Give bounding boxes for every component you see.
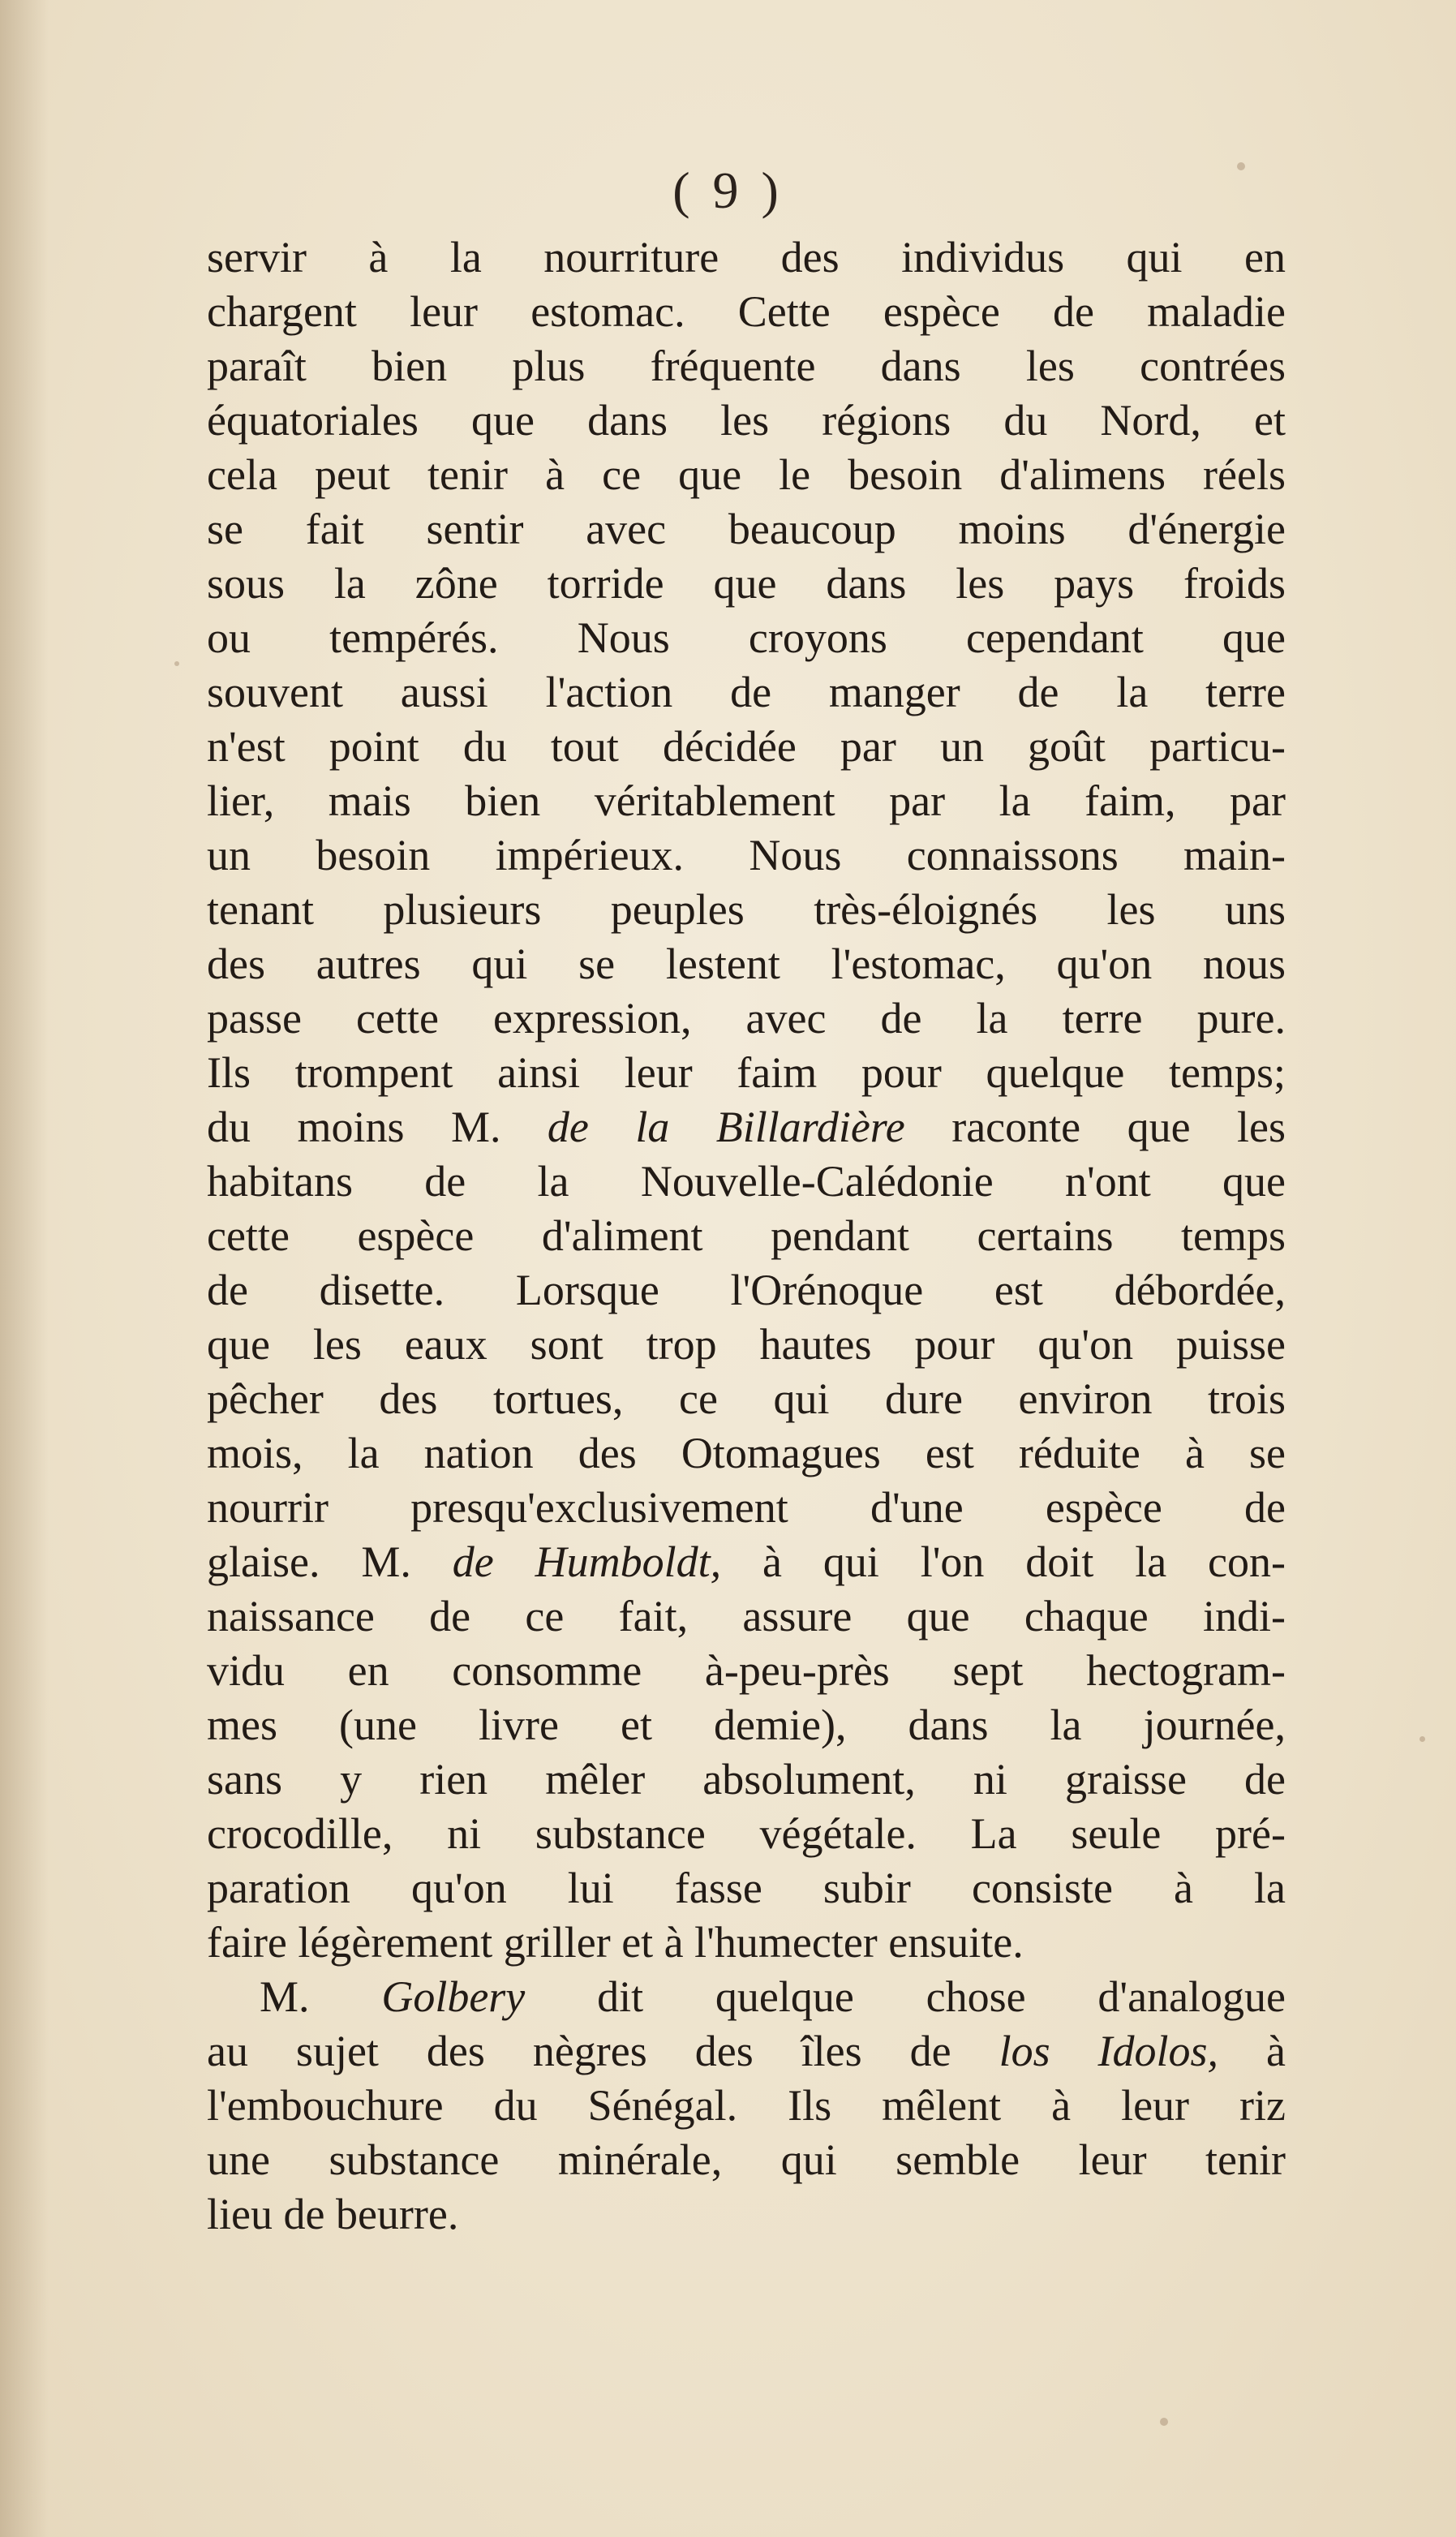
text-line: des autres qui se lestent l'estomac, qu'on nous	[207, 940, 1286, 988]
text-line: Ils trompent ainsi leur faim pour quelque temps;	[207, 1048, 1286, 1097]
text-line: équatoriales que dans les régions du Nord, et	[207, 396, 1286, 445]
italic-name-humboldt: de Humboldt,	[452, 1537, 722, 1586]
text-line-tail: raconte que les	[904, 1103, 1286, 1151]
body-text	[207, 230, 1286, 2242]
text-line: que les eaux sont trop hautes pour qu'on puisse	[207, 1320, 1286, 1369]
italic-place-los-idolos: los Idolos,	[999, 2027, 1219, 2075]
paper-speck	[1419, 1736, 1425, 1742]
text-line: vidu en consomme à-peu-près sept hectogram-	[207, 1646, 1286, 1695]
text-line: cela peut tenir à ce que le besoin d'alimens réels	[207, 450, 1286, 499]
text-line: naissance de ce fait, assure que chaque indi-	[207, 1592, 1286, 1640]
text-line: paraît bien plus fréquente dans les contrées	[207, 342, 1286, 390]
text-line: faire légèrement griller et à l'humecter ensuite.	[207, 1918, 1024, 1967]
italic-name-golbery: Golbery	[381, 1972, 526, 2021]
text-line: l'embouchure du Sénégal. Ils mêlent à leur riz	[207, 2081, 1286, 2130]
text-line-lead: au sujet des nègres des îles de	[207, 2027, 999, 2075]
text-line: sous la zône torride que dans les pays froids	[207, 559, 1286, 608]
text-line: mois, la nation des Otomagues est réduite à se	[207, 1429, 1286, 1477]
text-line: lieu de beurre.	[207, 2190, 459, 2238]
text-line-paragraph-start	[207, 1970, 1286, 2024]
paper-speck	[1237, 162, 1245, 170]
text-line-tail: à qui l'on doit la con-	[721, 1537, 1286, 1586]
page-number: ( 9 )	[672, 161, 784, 219]
text-line	[207, 1535, 1286, 1589]
text-line: mes (une livre et demie), dans la journée,	[207, 1701, 1286, 1749]
text-line	[207, 1100, 1286, 1155]
text-line: crocodille, ni substance végétale. La seule pré-	[207, 1809, 1286, 1858]
text-line: servir à la nourriture des individus qui en	[207, 233, 1286, 282]
text-line-tail: dit quelque chose d'analogue	[525, 1972, 1286, 2021]
text-line: se fait sentir avec beaucoup moins d'énergie	[207, 505, 1286, 553]
text-line: n'est point du tout décidée par un goût particu-	[207, 722, 1286, 771]
text-line: de disette. Lorsque l'Orénoque est débordée,	[207, 1266, 1286, 1314]
italic-name-billardiere: de la Billardière	[547, 1103, 905, 1151]
text-line: cette espèce d'aliment pendant certains temps	[207, 1211, 1286, 1260]
text-line-lead: glaise. M.	[207, 1537, 453, 1586]
text-line: lier, mais bien véritablement par la faim, par	[207, 776, 1286, 825]
paper-speck	[174, 661, 179, 666]
paper-speck	[1160, 2418, 1168, 2426]
text-line: pêcher des tortues, ce qui dure environ trois	[207, 1374, 1286, 1423]
text-line: passe cette expression, avec de la terre pure.	[207, 994, 1286, 1043]
page-gutter-shadow	[0, 0, 49, 2537]
text-line: un besoin impérieux. Nous connaissons main-	[207, 831, 1286, 879]
text-line: paration qu'on lui fasse subir consiste à la	[207, 1864, 1286, 1912]
text-line: sans y rien mêler absolument, ni graisse de	[207, 1755, 1286, 1804]
text-line: ou tempérés. Nous croyons cependant que	[207, 613, 1286, 662]
text-line-lead: du moins M.	[207, 1103, 548, 1151]
text-line: tenant plusieurs peuples très-éloignés les uns	[207, 885, 1286, 934]
text-line: chargent leur estomac. Cette espèce de maladie	[207, 287, 1286, 336]
text-line: souvent aussi l'action de manger de la terre	[207, 668, 1286, 716]
text-line-tail: à	[1218, 2027, 1286, 2075]
text-line: une substance minérale, qui semble leur tenir	[207, 2135, 1286, 2184]
text-line	[207, 2024, 1286, 2079]
text-line: habitans de la Nouvelle-Calédonie n'ont que	[207, 1157, 1286, 1206]
text-line-lead: M.	[260, 1972, 382, 2021]
text-line: nourrir presqu'exclusivement d'une espèce de	[207, 1483, 1286, 1532]
